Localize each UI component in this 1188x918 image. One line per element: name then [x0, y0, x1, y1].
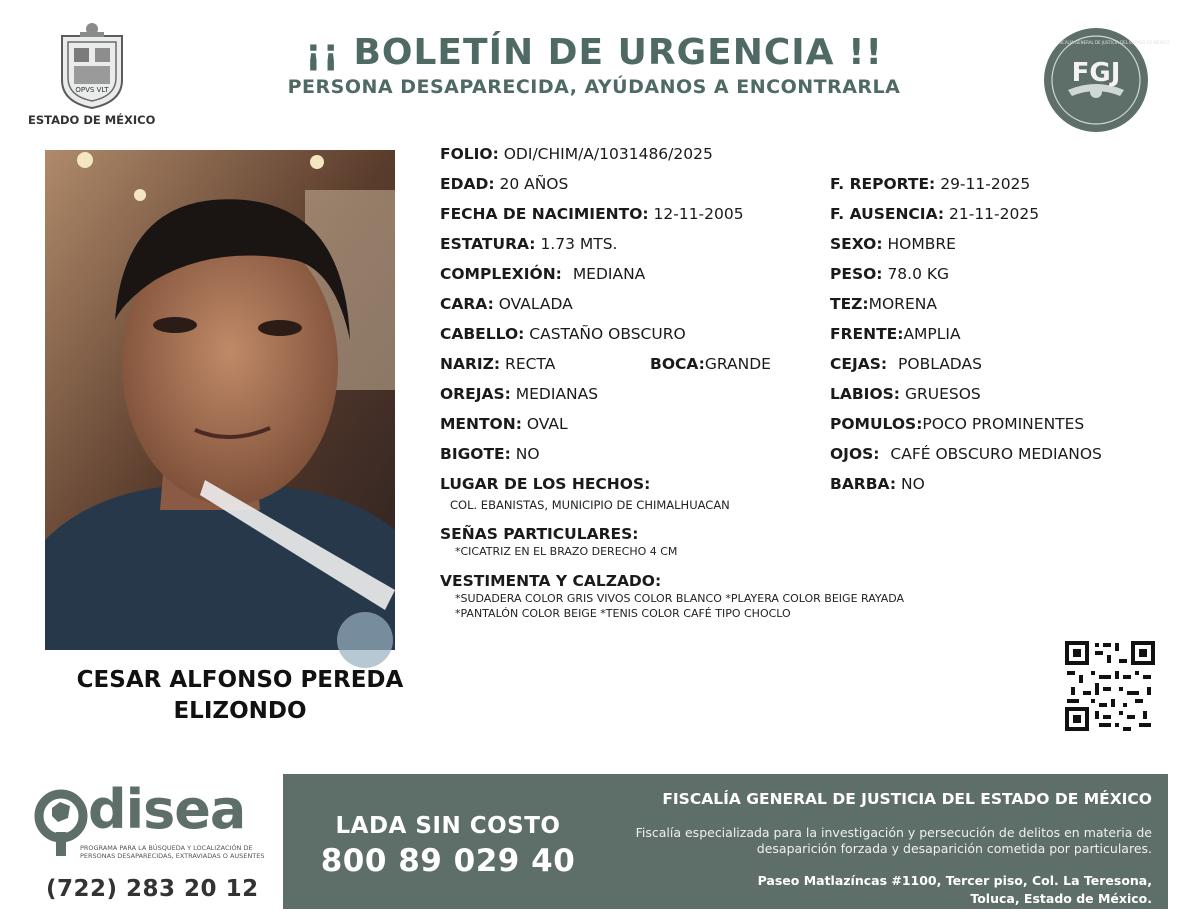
estatura-value: 1.73 MTS. — [540, 235, 618, 253]
person-photo — [45, 150, 395, 650]
labios-value: GRUESOS — [904, 385, 981, 403]
fgjem-address-line1: Paseo Matlazíncas #1100, Tercer piso, Col. La Teresona, — [757, 873, 1152, 888]
ojos-label: OJOS: — [830, 445, 880, 463]
field-barba — [830, 475, 925, 493]
sexo-label: SEXO: — [830, 235, 883, 253]
field-estatura — [440, 235, 617, 253]
folio-label: FOLIO: — [440, 145, 499, 163]
f-reporte-label: F. REPORTE: — [830, 175, 936, 193]
cabello-value: CASTAÑO OBSCURO — [529, 325, 686, 343]
field-bigote — [440, 445, 540, 463]
field-peso — [830, 265, 949, 283]
cabello-label: CABELLO: — [440, 325, 525, 343]
field-complexion — [440, 265, 645, 283]
field-cara — [440, 295, 573, 313]
field-pomulos — [830, 415, 1084, 433]
field-edad — [440, 175, 568, 193]
vestimenta-line2: *PANTALÓN COLOR BEIGE *TENIS COLOR CAFÉ TIPO CHOCLO — [455, 607, 791, 620]
frente-value: AMPLIA — [903, 325, 961, 343]
cara-value: OVALADA — [498, 295, 573, 313]
boca-label: BOCA: — [650, 355, 705, 373]
field-lugar — [440, 475, 650, 493]
field-labios — [830, 385, 981, 403]
lada-number[interactable]: 800 89 029 40 — [320, 843, 576, 879]
fgj-logo-text: FGJ — [1071, 58, 1121, 88]
senas-label: SEÑAS PARTICULARES: — [440, 525, 639, 543]
disea-phone[interactable]: (722) 283 20 12 — [46, 876, 259, 902]
tez-value: MORENA — [868, 295, 937, 313]
barba-value: NO — [900, 475, 925, 493]
field-fecha-nacimiento — [440, 205, 744, 223]
frente-label: FRENTE: — [830, 325, 904, 343]
cejas-label: CEJAS: — [830, 355, 888, 373]
lugar-label: LUGAR DE LOS HECHOS: — [440, 475, 651, 493]
field-folio — [440, 145, 713, 163]
peso-value: 78.0 KG — [887, 265, 950, 283]
field-sexo — [830, 235, 956, 253]
field-ojos — [830, 445, 1102, 463]
f-reporte-value: 29-11-2025 — [940, 175, 1031, 193]
fgj-logo — [1042, 26, 1170, 134]
tez-label: TEZ: — [830, 295, 869, 313]
estatura-label: ESTATURA: — [440, 235, 536, 253]
labios-label: LABIOS: — [830, 385, 900, 403]
f-ausencia-value: 21-11-2025 — [949, 205, 1040, 223]
field-tez — [830, 295, 937, 313]
qr-code[interactable] — [1063, 639, 1157, 733]
field-orejas — [440, 385, 598, 403]
page-title: ¡¡ BOLETÍN DE URGENCIA !! — [305, 32, 883, 73]
orejas-label: OREJAS: — [440, 385, 511, 403]
senas-value: *CICATRIZ EN EL BRAZO DERECHO 4 CM — [455, 545, 678, 558]
field-frente — [830, 325, 961, 343]
vestimenta-label: VESTIMENTA Y CALZADO: — [440, 572, 662, 590]
disea-logo-text: disea — [88, 778, 246, 841]
fgjem-title: FISCALÍA GENERAL DE JUSTICIA DEL ESTADO DE MÉXICO — [662, 790, 1152, 808]
bigote-value: NO — [515, 445, 540, 463]
fecha-nacimiento-value: 12-11-2005 — [653, 205, 744, 223]
disea-logo — [36, 778, 276, 876]
f-ausencia-label: F. AUSENCIA: — [830, 205, 945, 223]
menton-label: MENTON: — [440, 415, 522, 433]
pomulos-value: POCO PROMINENTES — [922, 415, 1085, 433]
field-cabello — [440, 325, 686, 343]
nariz-value: RECTA — [505, 355, 556, 373]
disea-tagline: PROGRAMA PARA LA BÚSQUEDA Y LOCALIZACIÓN DE PERSONAS DESAPARECIDAS, EXTRAVIADAS O AUSENTES — [80, 844, 265, 860]
peso-label: PESO: — [830, 265, 883, 283]
fgjem-address — [758, 872, 1152, 908]
edad-label: EDAD: — [440, 175, 495, 193]
nariz-label: NARIZ: — [440, 355, 501, 373]
estado-de-mexico-seal-text: OPVS VLT — [75, 86, 109, 94]
fecha-nacimiento-label: FECHA DE NACIMIENTO: — [440, 205, 649, 223]
person-name-line1: CESAR ALFONSO PEREDA — [76, 667, 404, 693]
vestimenta-line1: *SUDADERA COLOR GRIS VIVOS COLOR BLANCO *PLAYERA COLOR BEIGE RAYADA — [455, 592, 905, 605]
person-name — [40, 665, 440, 727]
ojos-value: CAFÉ OBSCURO MEDIANOS — [890, 445, 1102, 463]
person-name-line2: ELIZONDO — [173, 698, 307, 724]
complexion-value: MEDIANA — [572, 265, 646, 283]
lugar-value: COL. EBANISTAS, MUNICIPIO DE CHIMALHUACAN — [450, 498, 730, 512]
field-menton — [440, 415, 568, 433]
folio-value: ODI/CHIM/A/1031486/2025 — [503, 145, 713, 163]
barba-label: BARBA: — [830, 475, 897, 493]
cara-label: CARA: — [440, 295, 494, 313]
field-cejas — [830, 355, 982, 373]
field-boca — [650, 355, 771, 373]
bigote-label: BIGOTE: — [440, 445, 511, 463]
field-f-ausencia — [830, 205, 1039, 223]
edad-value: 20 AÑOS — [499, 175, 569, 193]
estado-de-mexico-label: ESTADO DE MÉXICO — [28, 113, 156, 127]
boca-value: GRANDE — [704, 355, 771, 373]
fgjem-address-line2: Toluca, Estado de México. — [970, 891, 1152, 906]
fgjem-description: Fiscalía especializada para la investigación y persecución de delitos en materia de desaparición forzada y desaparición cometida por particulares. — [635, 825, 1152, 856]
sexo-value: HOMBRE — [887, 235, 956, 253]
lada-label: LADA SIN COSTO — [335, 813, 561, 839]
fgj-logo-ring-text: FISCALÍA GENERAL DE JUSTICIA DEL ESTADO DE MÉXICO — [1056, 40, 1170, 45]
field-nariz — [440, 355, 555, 373]
pomulos-label: POMULOS: — [830, 415, 923, 433]
field-senas — [440, 525, 639, 543]
field-vestimenta — [440, 572, 661, 590]
orejas-value: MEDIANAS — [515, 385, 599, 403]
menton-value: OVAL — [526, 415, 568, 433]
page-subtitle: PERSONA DESAPARECIDA, AYÚDANOS A ENCONTRARLA — [287, 76, 901, 98]
field-f-reporte — [830, 175, 1030, 193]
complexion-label: COMPLEXIÓN: — [440, 265, 562, 283]
cejas-value: POBLADAS — [898, 355, 982, 373]
